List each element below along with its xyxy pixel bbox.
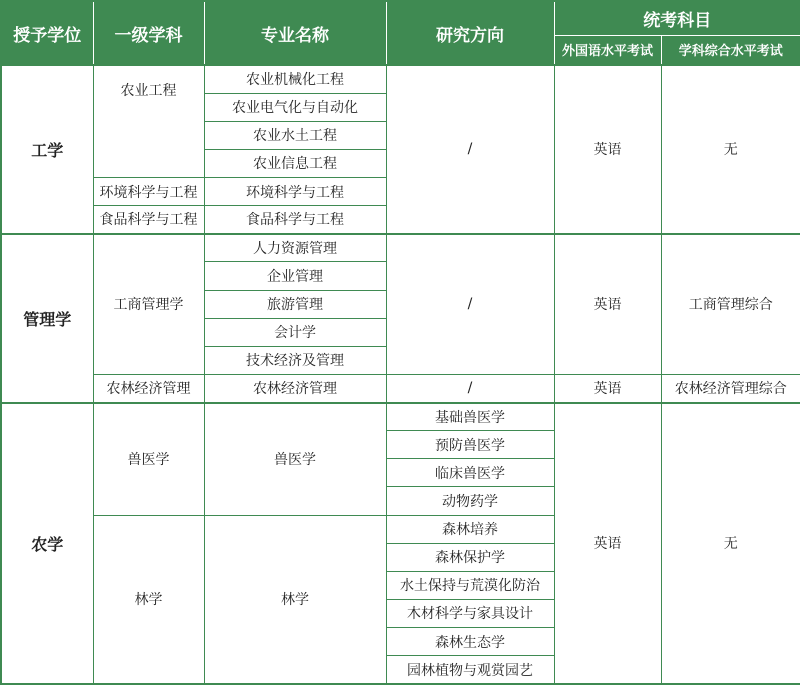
- direction-cell: /: [386, 234, 554, 375]
- header-direction: 研究方向: [386, 1, 554, 65]
- discipline-cell: 农林经济管理: [93, 374, 204, 402]
- direction-cell: 水土保持与荒漠化防治: [386, 571, 554, 599]
- discipline-cell: 工商管理学: [93, 234, 204, 375]
- major-cell: 农林经济管理: [204, 374, 386, 402]
- comprehensive-exam-cell: 无: [661, 403, 800, 685]
- major-cell: 农业水土工程: [204, 121, 386, 149]
- table-row: [1, 374, 800, 402]
- discipline-cell: 食品科学与工程: [93, 206, 204, 234]
- discipline-cell: 环境科学与工程: [93, 178, 204, 206]
- major-cell: 兽医学: [204, 403, 386, 516]
- degree-cell: 工学: [1, 65, 93, 234]
- direction-cell: 基础兽医学: [386, 403, 554, 431]
- header-row: [1, 1, 800, 35]
- foreign-exam-cell: 英语: [554, 374, 661, 402]
- comprehensive-exam-cell: 工商管理综合: [661, 234, 800, 375]
- table-row: [1, 65, 800, 93]
- major-cell: 技术经济及管理: [204, 346, 386, 374]
- major-cell: 林学: [204, 515, 386, 684]
- direction-cell: 森林培养: [386, 515, 554, 543]
- direction-cell: 临床兽医学: [386, 459, 554, 487]
- major-cell: 人力资源管理: [204, 234, 386, 262]
- comprehensive-exam-cell: 无: [661, 65, 800, 234]
- direction-cell: 预防兽医学: [386, 431, 554, 459]
- header-discipline: 一级学科: [93, 1, 204, 65]
- discipline-cell: 兽医学: [93, 403, 204, 516]
- header-exam: 统考科目: [554, 1, 800, 35]
- direction-cell: 森林生态学: [386, 628, 554, 656]
- direction-cell: 森林保护学: [386, 543, 554, 571]
- major-cell: 农业机械化工程: [204, 65, 386, 93]
- degree-cell: 管理学: [1, 234, 93, 403]
- major-cell: 农业电气化与自动化: [204, 93, 386, 121]
- foreign-exam-cell: 英语: [554, 234, 661, 375]
- major-cell: 农业信息工程: [204, 149, 386, 177]
- direction-cell: /: [386, 65, 554, 234]
- major-cell: 旅游管理: [204, 290, 386, 318]
- comprehensive-exam-cell: 农林经济管理综合: [661, 374, 800, 402]
- header-major: 专业名称: [204, 1, 386, 65]
- table-row: [1, 403, 800, 431]
- discipline-cell: 农业工程: [93, 65, 204, 178]
- direction-cell: /: [386, 374, 554, 402]
- direction-cell: 木材科学与家具设计: [386, 599, 554, 627]
- degree-cell: 农学: [1, 403, 93, 685]
- major-cell: 会计学: [204, 318, 386, 346]
- direction-cell: 动物药学: [386, 487, 554, 515]
- direction-cell: 园林植物与观赏园艺: [386, 656, 554, 684]
- foreign-exam-cell: 英语: [554, 403, 661, 685]
- major-cell: 食品科学与工程: [204, 206, 386, 234]
- discipline-cell: 林学: [93, 515, 204, 684]
- header-foreign: 外国语水平考试: [554, 35, 661, 65]
- header-degree: 授予学位: [1, 1, 93, 65]
- major-cell: 环境科学与工程: [204, 178, 386, 206]
- foreign-exam-cell: 英语: [554, 65, 661, 234]
- major-cell: 企业管理: [204, 262, 386, 290]
- table-row: [1, 234, 800, 262]
- header-comprehensive: 学科综合水平考试: [661, 35, 800, 65]
